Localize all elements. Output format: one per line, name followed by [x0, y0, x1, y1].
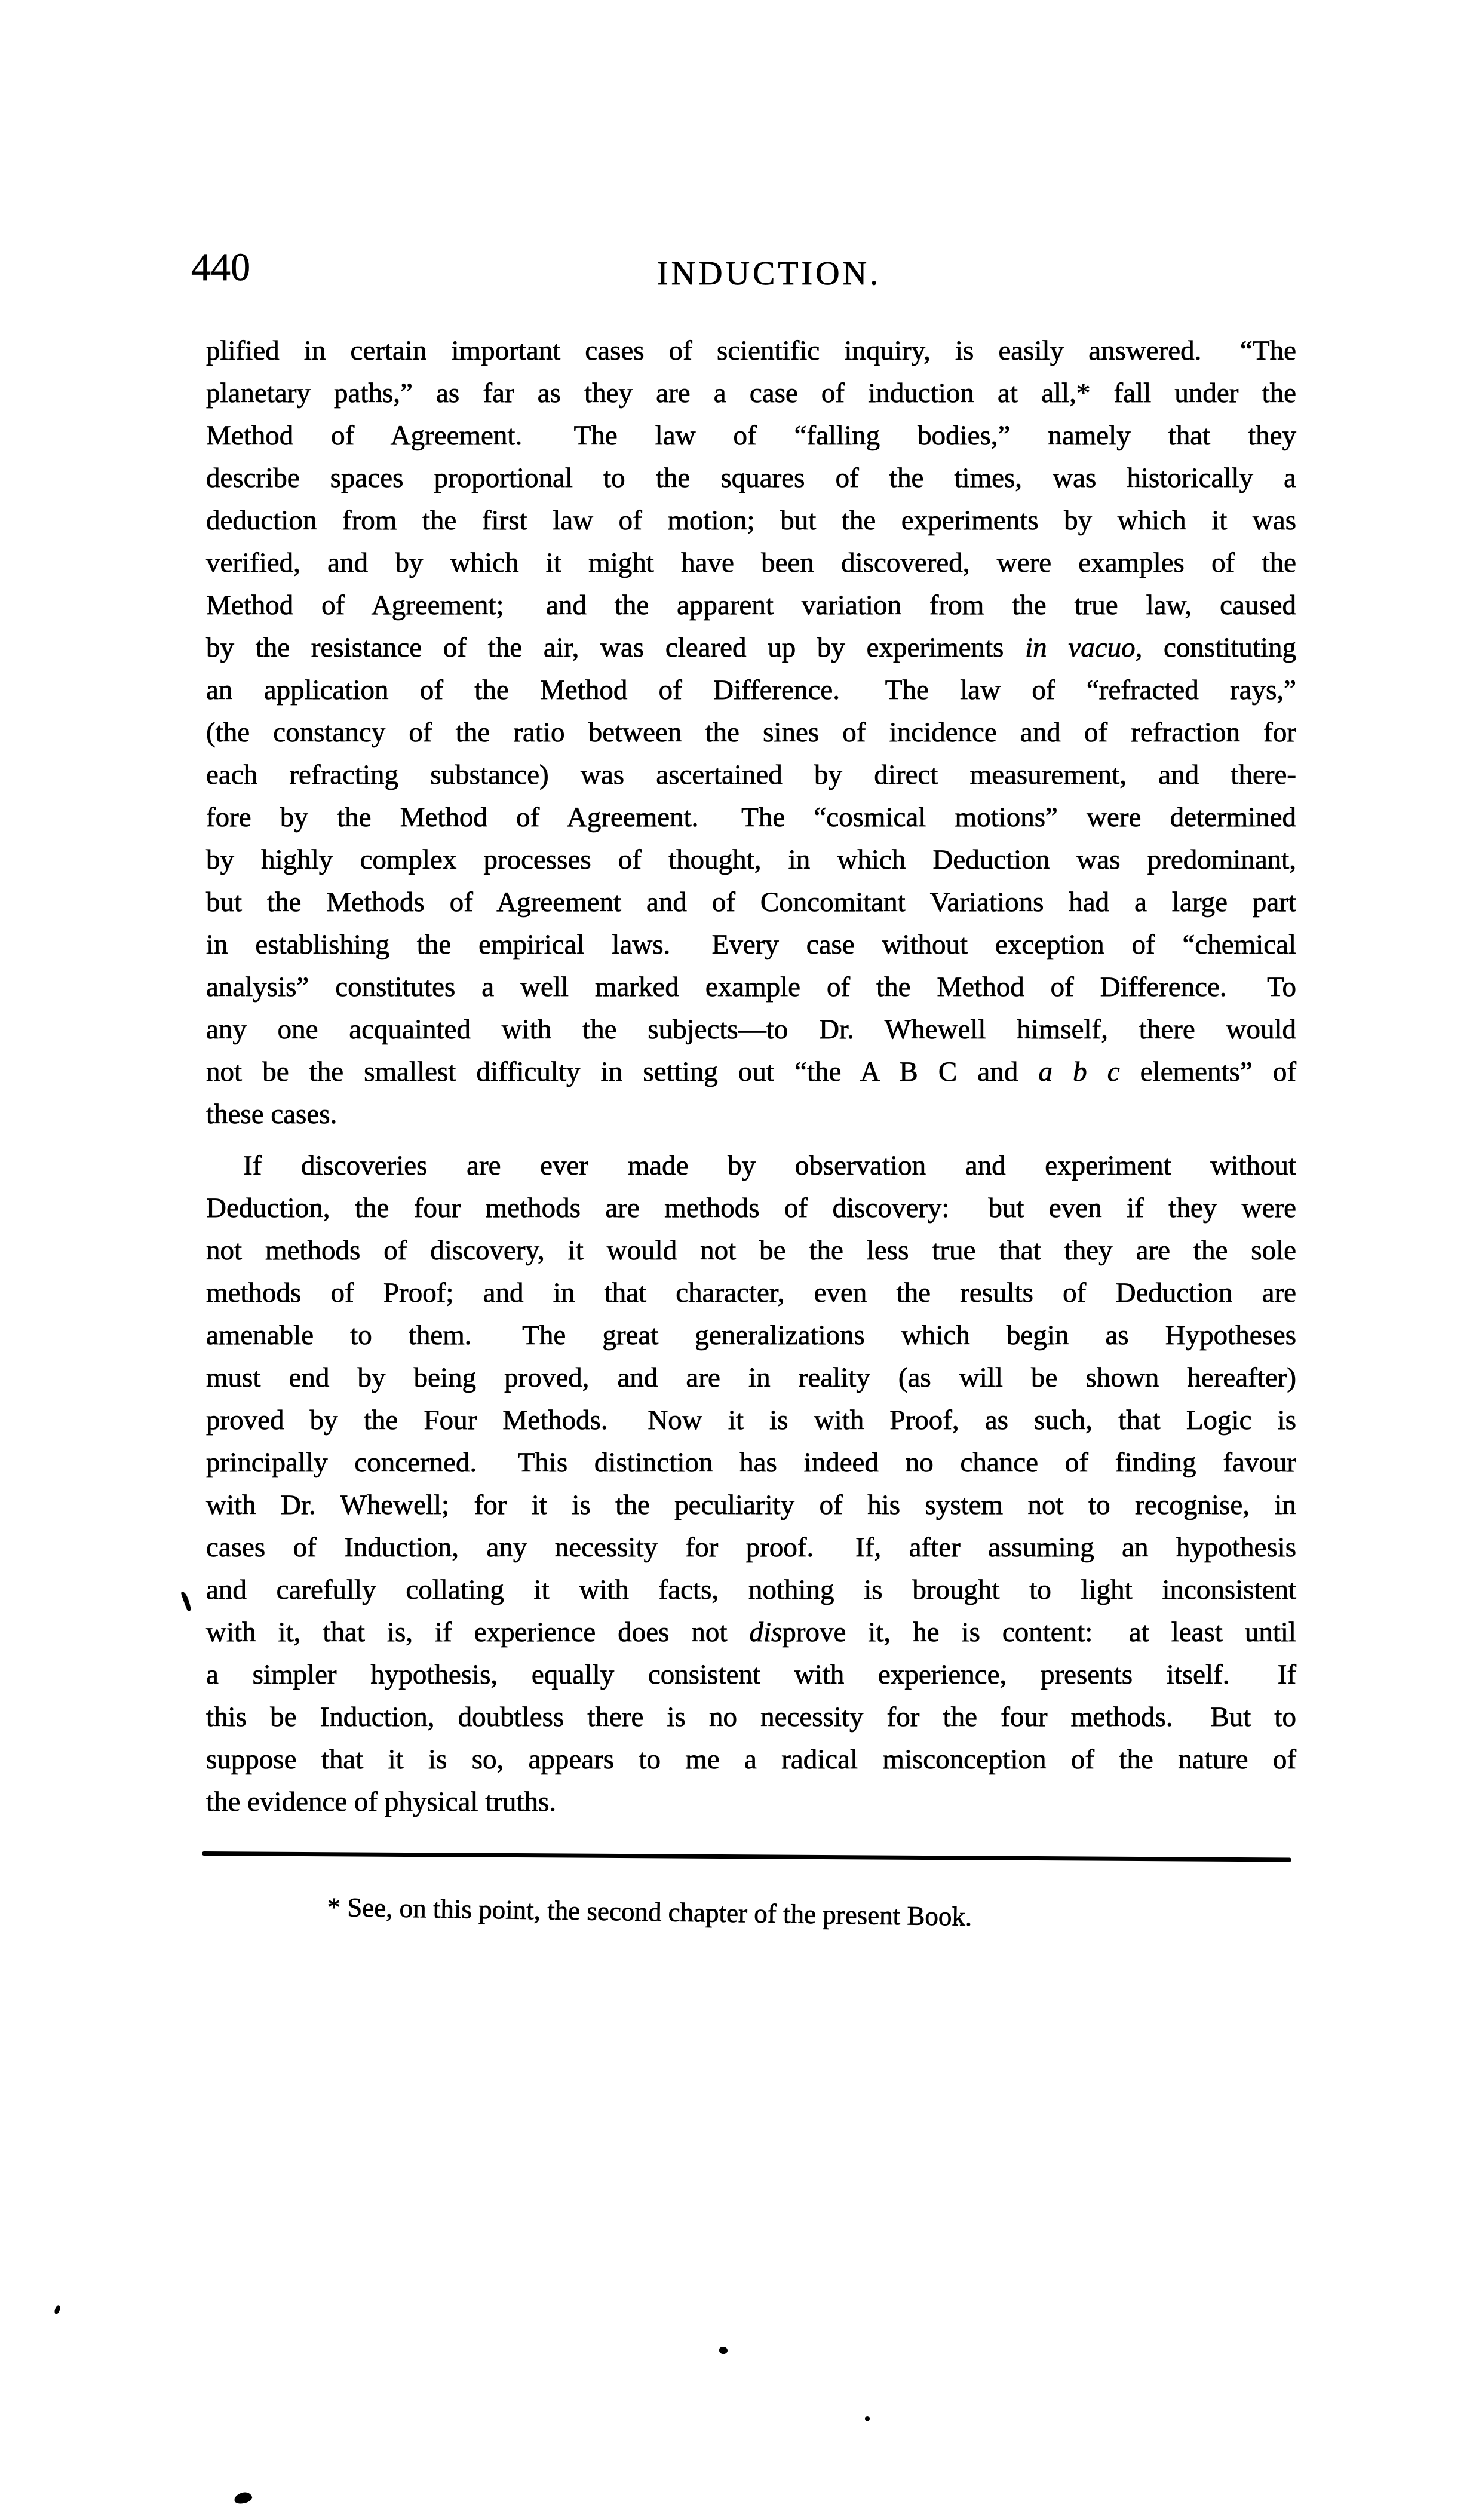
text-line: with it, that is, if experience does not disprove it, he is content: at least until — [206, 1617, 1296, 1648]
text-line: in establishing the empirical laws. Every case without exception of “chemical — [206, 929, 1296, 960]
footnote: * See, on this point, the second chapter of the present Book. — [327, 1891, 972, 1932]
italic-text: a b c — [1038, 1056, 1120, 1087]
text-line: any one acquainted with the subjects—to Dr. Whewell himself, there would — [206, 1014, 1296, 1045]
text-line: by highly complex processes of thought, in which Deduction was predominant, — [206, 844, 1296, 875]
italic-text: dis — [749, 1617, 783, 1648]
text-line: the evidence of physical truths. — [206, 1786, 557, 1817]
text-line: not methods of discovery, it would not be the less true that they are the sole — [206, 1235, 1296, 1266]
text-line: describe spaces proportional to the squares of the times, was historically a — [206, 462, 1296, 493]
page-number: 440 — [191, 246, 250, 289]
ink-speck — [233, 2491, 253, 2505]
text-line: proved by the Four Methods. Now it is with Proof, as such, that Logic is — [206, 1405, 1296, 1436]
margin-check-mark — [180, 1590, 194, 1619]
ink-speck — [54, 2304, 62, 2315]
text-line: an application of the Method of Difference. The law of “refracted rays,” — [206, 675, 1296, 706]
text-line: plified in certain important cases of scientific inquiry, is easily answered. “The — [206, 335, 1296, 366]
text-line: If discoveries are ever made by observation and experiment without — [243, 1150, 1296, 1181]
text-line: by the resistance of the air, was cleared up by experiments in vacuo, constituting — [206, 632, 1296, 663]
footnote-rule — [202, 1851, 1291, 1862]
text-line: and carefully collating it with facts, nothing is brought to light inconsistent — [206, 1574, 1296, 1605]
text-line: Deduction, the four methods are methods of discovery: but even if they were — [206, 1192, 1296, 1224]
text-line: analysis” constitutes a well marked example of the Method of Difference. To — [206, 971, 1296, 1003]
text-line: verified, and by which it might have been discovered, were examples of the — [206, 547, 1296, 578]
text-line: but the Methods of Agreement and of Concomitant Variations had a large part — [206, 887, 1296, 918]
text-line: these cases. — [206, 1099, 337, 1130]
text-line: cases of Induction, any necessity for proof. If, after assuming an hypothesis — [206, 1532, 1296, 1563]
running-header — [0, 0, 1479, 311]
text-line: a simpler hypothesis, equally consistent with experience, presents itself. If — [206, 1659, 1296, 1690]
ink-speck — [719, 2347, 728, 2354]
text-line: (the constancy of the ratio between the sines of incidence and of refraction for — [206, 717, 1296, 748]
text-line: not be the smallest difficulty in setting out “the A B C and a b c elements” of — [206, 1056, 1296, 1087]
text-line: suppose that it is so, appears to me a radical misconception of the nature of — [206, 1744, 1296, 1775]
text-line: Method of Agreement; and the apparent variation from the true law, caused — [206, 590, 1296, 621]
pen-stroke-icon — [180, 1590, 194, 1619]
ink-speck — [865, 2416, 870, 2421]
text-line: planetary paths,” as far as they are a case of induction at all,* fall under the — [206, 378, 1296, 409]
text-line: fore by the Method of Agreement. The “cosmical motions” were determined — [206, 802, 1296, 833]
text-line: amenable to them. The great generalizations which begin as Hypotheses — [206, 1320, 1296, 1351]
text-line: each refracting substance) was ascertained by direct measurement, and there- — [206, 759, 1296, 790]
body-text — [206, 330, 1296, 1823]
text-line: deduction from the first law of motion; but the experiments by which it was — [206, 505, 1296, 536]
text-line: principally concerned. This distinction has indeed no chance of finding favour — [206, 1447, 1296, 1478]
text-line: methods of Proof; and in that character, even the results of Deduction are — [206, 1277, 1296, 1308]
text-line: must end by being proved, and are in reality (as will be shown hereafter) — [206, 1362, 1296, 1393]
text-line: with Dr. Whewell; for it is the peculiarity of his system not to recognise, in — [206, 1489, 1296, 1520]
text-line: this be Induction, doubtless there is no necessity for the four methods. But to — [206, 1702, 1296, 1733]
italic-text: in vacuo — [1025, 632, 1136, 663]
text-line: Method of Agreement. The law of “falling bodies,” namely that they — [206, 420, 1296, 451]
running-title: INDUCTION. — [657, 255, 882, 292]
